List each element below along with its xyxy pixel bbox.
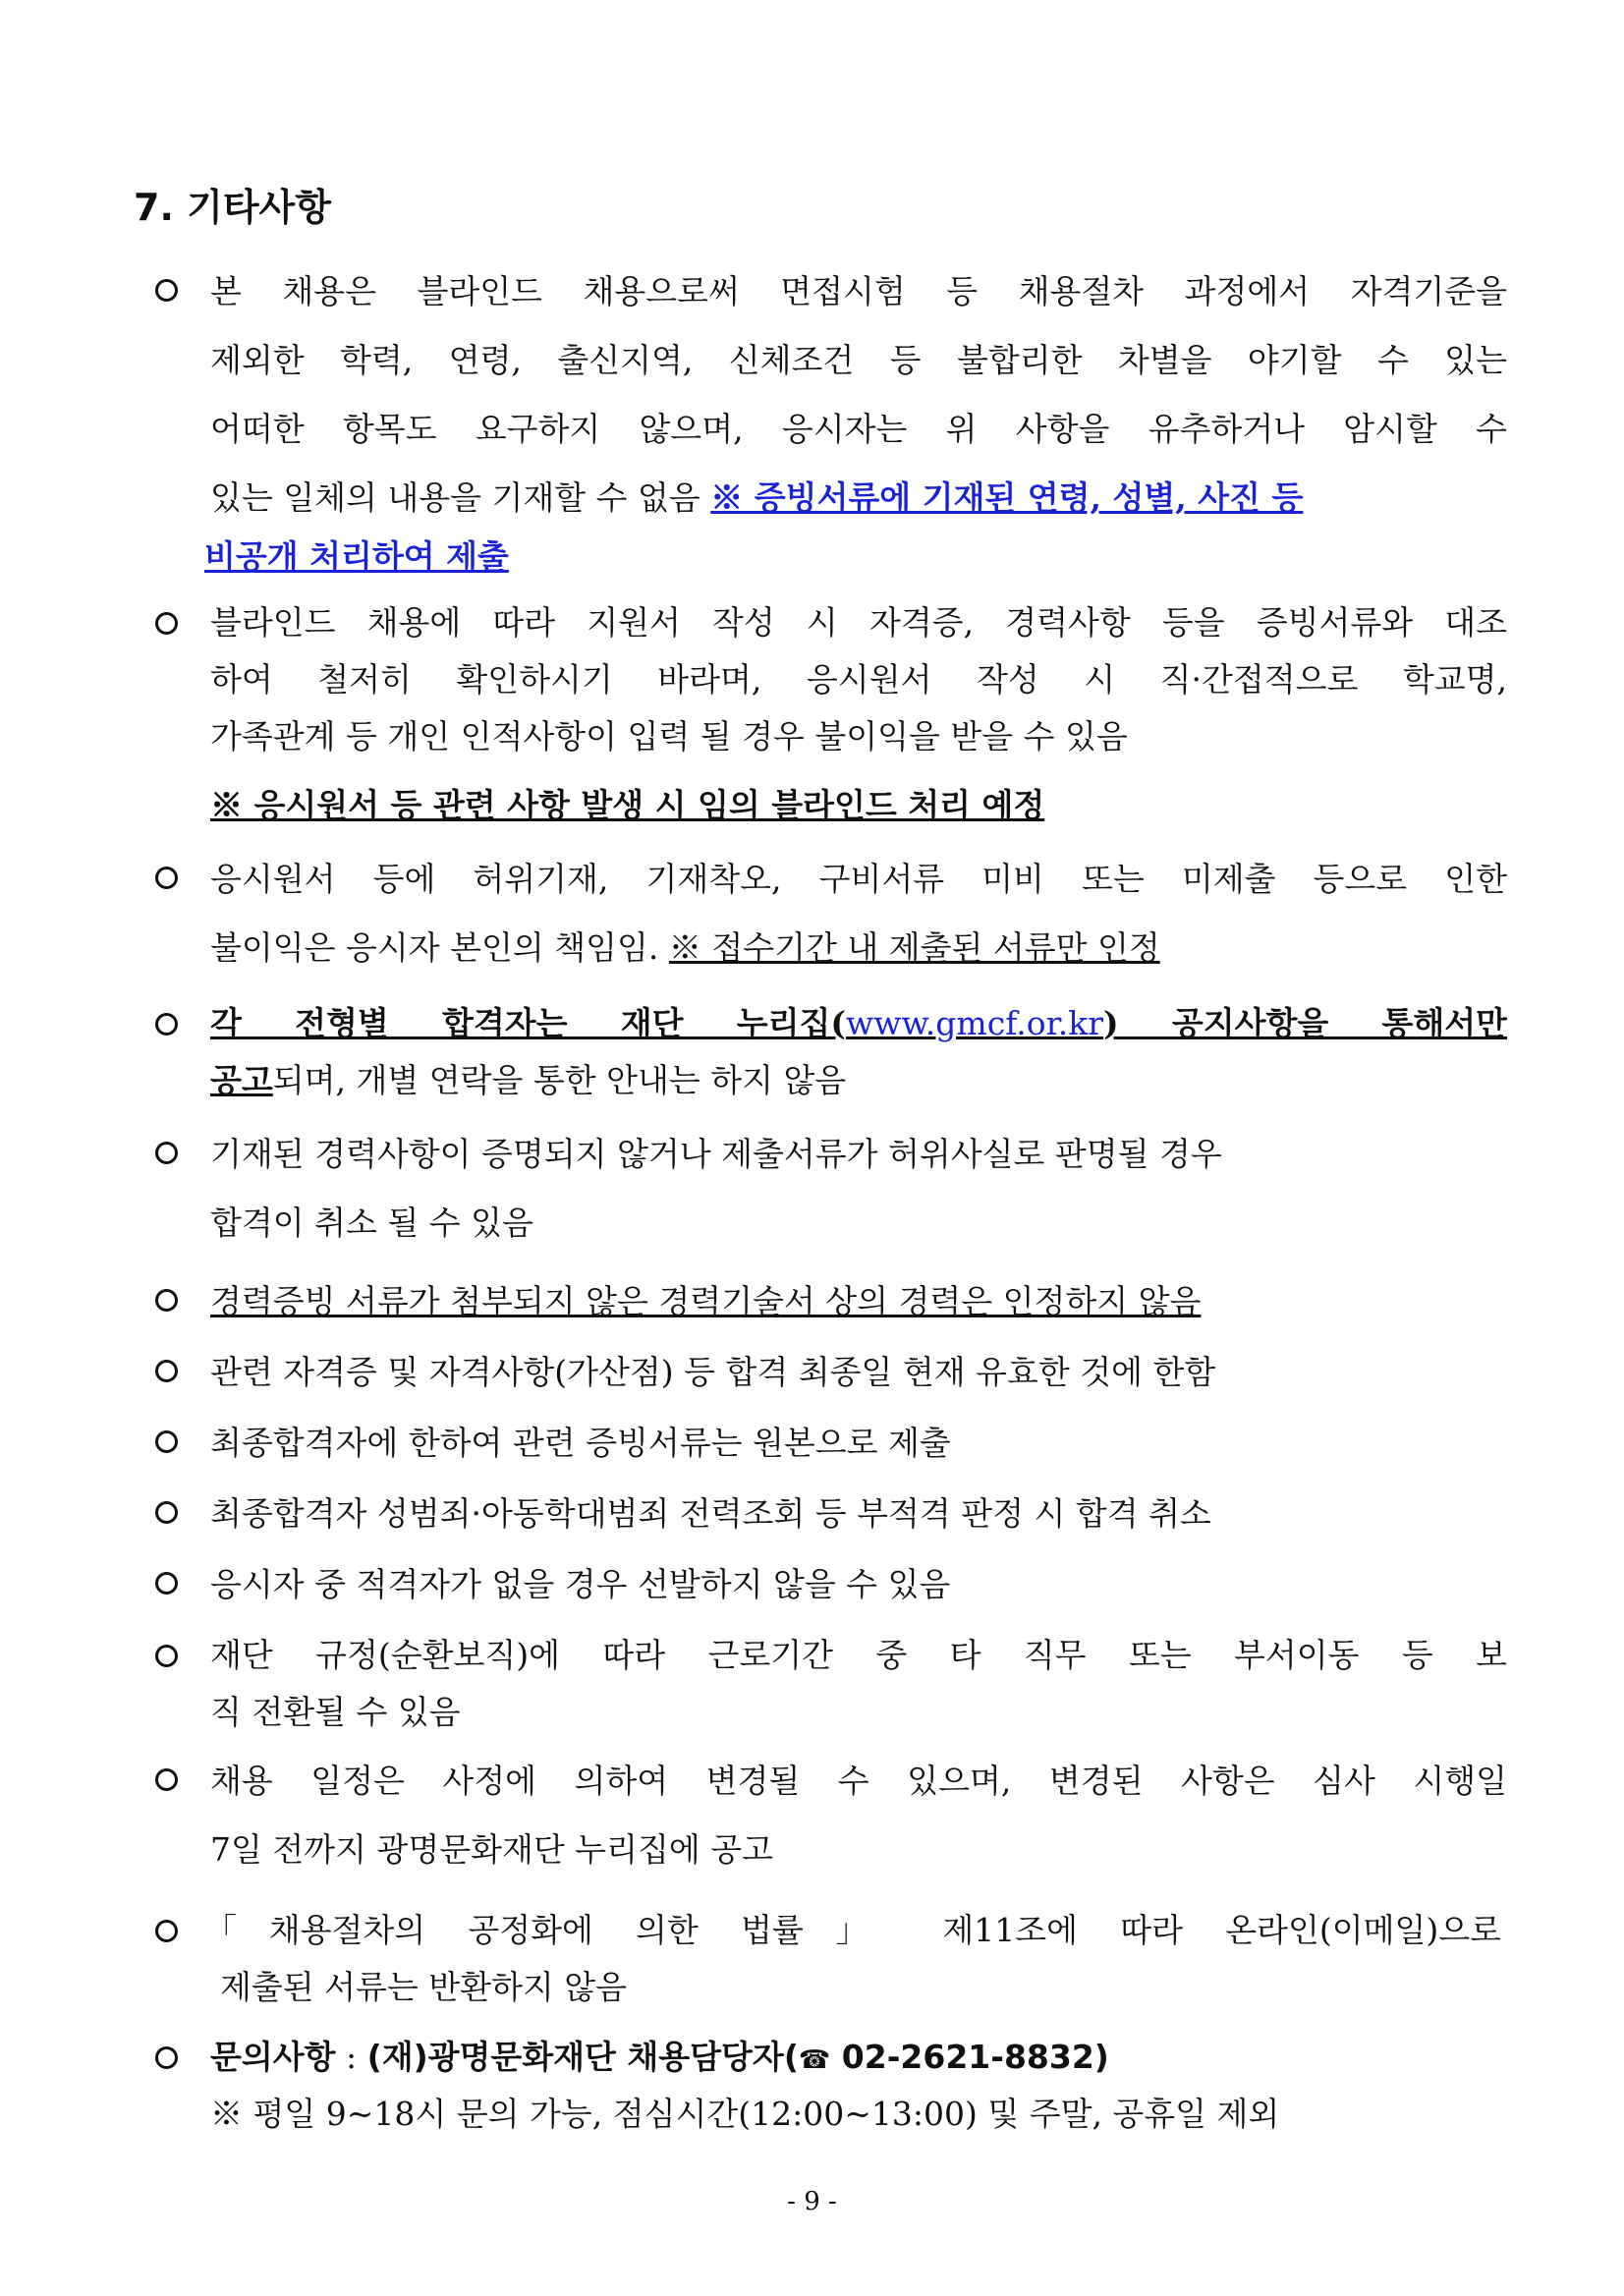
bullet-circle-icon xyxy=(155,1501,178,1524)
item-line: 하여 철저히 확인하시기 바라며, 응시원서 작성 시 직·간접적으로 학교명, xyxy=(210,660,1507,699)
bullet-circle-icon xyxy=(155,1430,178,1453)
bullet-circle-icon xyxy=(155,1142,178,1164)
item-text: 있는 일체의 내용을 기재할 수 없음 xyxy=(210,478,700,517)
item-text: 공고 xyxy=(210,1061,273,1099)
item-text: : xyxy=(335,2038,367,2076)
item-text: ) 공지사항을 통해서만 xyxy=(1103,1004,1507,1042)
item-line: 7일 전까지 광명문화재단 누리집에 공고 xyxy=(210,1830,774,1869)
highlight-note: ※ 증빙서류에 기재된 연령, 성별, 사진 등 xyxy=(710,478,1304,517)
bullet-circle-icon xyxy=(155,2046,178,2069)
bullet-circle-icon xyxy=(155,1013,178,1036)
item-line: 응시자 중 적격자가 없을 경우 선발하지 않을 수 있음 xyxy=(210,1565,951,1603)
item-line: 합격이 취소 될 수 있음 xyxy=(210,1204,533,1242)
item-line xyxy=(210,995,1507,1052)
telephone-icon: ☎ xyxy=(798,2045,831,2075)
website-link[interactable]: www.gmcf.or.kr xyxy=(845,1004,1104,1042)
item-line: 기재된 경력사항이 증명되지 않거나 제출서류가 허위사실로 판명될 경우 xyxy=(210,1135,1222,1173)
contact-phone: 02-2621-8832) xyxy=(830,2038,1109,2076)
page-number: - 9 - xyxy=(787,2187,837,2216)
item-line: 제출된 서류는 반환하지 않음 xyxy=(220,1968,628,2006)
bullet-circle-icon xyxy=(155,1768,178,1791)
item-text: 되며, 개별 연락을 통한 안내는 하지 않음 xyxy=(272,1061,847,1099)
contact-label: 문의사항 xyxy=(210,2038,336,2076)
bullet-circle-icon xyxy=(155,1360,178,1382)
item-line: 관련 자격증 및 자격사항(가산점) 등 합격 최종일 현재 유효한 것에 한함 xyxy=(210,1353,1216,1391)
contact-note: ※ 평일 9~18시 문의 가능, 점심시간(12:00~13:00) 및 주말, 공휴일 제외 xyxy=(210,2095,1280,2133)
item-line: 경력증빙 서류가 첨부되지 않은 경력기술서 상의 경력은 인정하지 않음 xyxy=(210,1282,1202,1320)
item-line: 「채용절차의 공정화에 의한 법률」 제11조에 따라 온라인(이메일)으로 xyxy=(204,1911,1501,1949)
section-title: 7. 기타사항 xyxy=(134,186,331,229)
bullet-circle-icon xyxy=(155,1920,178,1942)
item-line xyxy=(210,1052,1507,1109)
item-line: 어떠한 항목도 요구하지 않으며, 응시자는 위 사항을 유추하거나 암시할 수 xyxy=(210,410,1507,448)
item-line xyxy=(210,914,1507,982)
item-line: 채용 일정은 사정에 의하여 변경될 수 있으며, 변경된 사항은 심사 시행일 xyxy=(210,1762,1507,1800)
item-line: 응시원서 등에 허위기재, 기재착오, 구비서류 미비 또는 미제출 등으로 인한 xyxy=(210,860,1507,898)
item-line: 재단 규정(순환보직)에 따라 근로기간 중 타 직무 또는 부서이동 등 보 xyxy=(210,1636,1507,1674)
item-line: 직 전환될 수 있음 xyxy=(210,1693,461,1731)
bullet-circle-icon xyxy=(155,612,178,635)
bullet-circle-icon xyxy=(155,279,178,302)
bullet-circle-icon xyxy=(155,1645,178,1667)
bullet-circle-icon xyxy=(155,1289,178,1312)
item-line: 가족관계 등 개인 인적사항이 입력 될 경우 불이익을 받을 수 있음 xyxy=(210,717,1128,756)
highlight-note: 비공개 처리하여 제출 xyxy=(204,537,509,576)
blind-note: ※ 응시원서 등 관련 사항 발생 시 임의 블라인드 처리 예정 xyxy=(210,786,1045,824)
contact-text: (재)광명문화재단 채용담당자( xyxy=(366,2038,799,2076)
item-line: 본 채용은 블라인드 채용으로써 면접시험 등 채용절차 과정에서 자격기준을 xyxy=(210,272,1507,310)
item-line xyxy=(210,2029,1507,2086)
item-line: 제외한 학력, 연령, 출신지역, 신체조건 등 불합리한 차별을 야기할 수 있는 xyxy=(210,341,1507,379)
item-text: 불이익은 응시자 본인의 책임임. xyxy=(210,928,659,967)
bullet-circle-icon xyxy=(155,1572,178,1595)
item-line: 최종합격자에 한하여 관련 증빙서류는 원본으로 제출 xyxy=(210,1424,951,1462)
deadline-note: ※ 접수기간 내 제출된 서류만 인정 xyxy=(668,928,1160,967)
bullet-circle-icon xyxy=(155,867,178,889)
item-text: 각 전형별 합격자는 재단 누리집( xyxy=(210,1004,846,1042)
item-line: 블라인드 채용에 따라 지원서 작성 시 자격증, 경력사항 등을 증빙서류와 대조 xyxy=(210,603,1507,642)
item-line: 최종합격자 성범죄·아동학대범죄 전력조회 등 부적격 판정 시 합격 취소 xyxy=(210,1494,1211,1533)
